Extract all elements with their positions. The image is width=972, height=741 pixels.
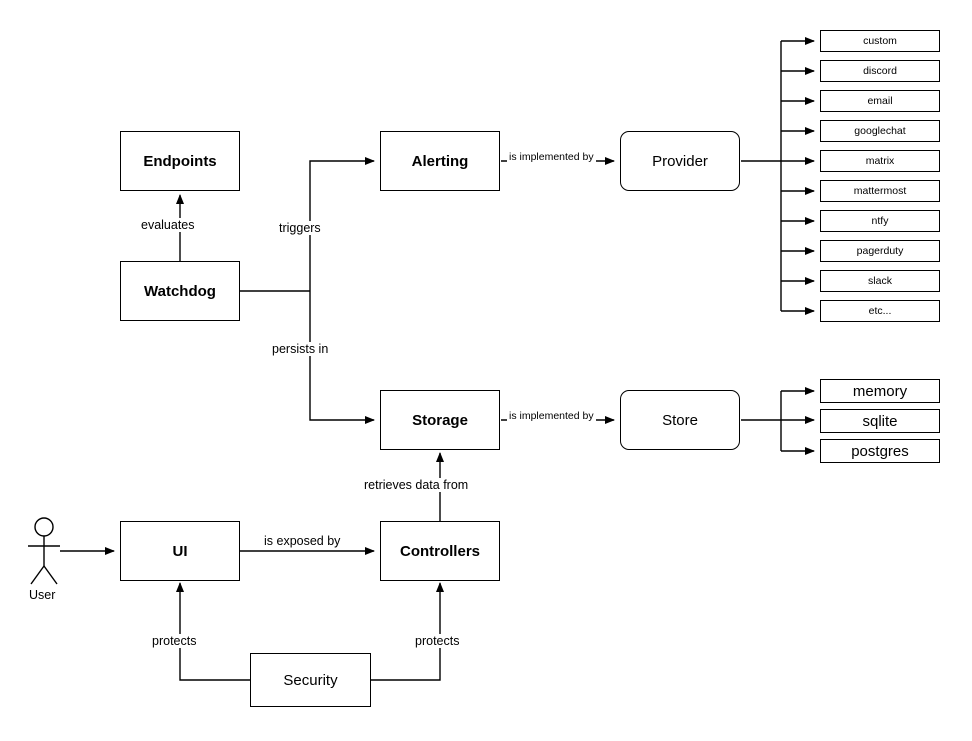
- node-security[interactable]: [250, 653, 371, 707]
- edge-label-protects-controllers-text: protects: [415, 634, 460, 648]
- leaf-provider-etc[interactable]: [820, 300, 940, 322]
- node-storage-label: Storage: [412, 411, 468, 429]
- node-alerting[interactable]: [380, 131, 500, 191]
- edge-label-protects-controllers: [413, 634, 461, 648]
- edge-label-is-exposed-by: [262, 534, 342, 548]
- leaf-provider-custom[interactable]: [820, 30, 940, 52]
- leaf-provider-pagerduty[interactable]: [820, 240, 940, 262]
- node-alerting-label: Alerting: [411, 152, 469, 170]
- leaf-provider-pagerduty-label: pagerduty: [856, 245, 904, 257]
- node-ui[interactable]: [120, 521, 240, 581]
- leaf-provider-custom-label: custom: [863, 35, 897, 47]
- edge-label-persists-in: [270, 342, 330, 356]
- leaf-provider-email[interactable]: [820, 90, 940, 112]
- node-provider-label: Provider: [652, 152, 708, 170]
- edge-label-storage-store: [507, 409, 596, 423]
- node-store-label: Store: [662, 411, 698, 429]
- node-endpoints-label: Endpoints: [143, 152, 217, 170]
- node-endpoints[interactable]: [120, 131, 240, 191]
- edge-label-triggers: [277, 221, 323, 235]
- edge-label-protects-ui: [150, 634, 198, 648]
- edge-label-evaluates-text: evaluates: [141, 218, 195, 232]
- edge-label-retrieves-data-from-text: retrieves data from: [364, 478, 469, 492]
- edge-label-evaluates: [139, 218, 197, 232]
- node-watchdog-label: Watchdog: [144, 282, 216, 300]
- leaf-store-memory[interactable]: [820, 379, 940, 403]
- node-store[interactable]: [620, 390, 740, 450]
- leaf-provider-mattermost[interactable]: [820, 180, 940, 202]
- leaf-provider-slack[interactable]: [820, 270, 940, 292]
- leaf-provider-discord-label: discord: [863, 65, 897, 77]
- leaf-provider-googlechat-label: googlechat: [854, 125, 906, 137]
- node-security-label: Security: [283, 671, 338, 689]
- edge-label-alerting-provider-text: is implemented by: [509, 151, 594, 163]
- leaf-store-sqlite[interactable]: [820, 409, 940, 433]
- leaf-provider-matrix-label: matrix: [865, 155, 895, 167]
- leaf-store-memory-label: memory: [852, 382, 908, 400]
- leaf-provider-discord[interactable]: [820, 60, 940, 82]
- leaf-store-postgres-label: postgres: [851, 442, 909, 460]
- actor-user-label-text: User: [29, 588, 56, 602]
- node-controllers-label: Controllers: [399, 542, 480, 560]
- leaf-provider-mattermost-label: mattermost: [853, 185, 907, 197]
- edge-label-alerting-provider: [507, 150, 596, 164]
- leaf-provider-etc-label: etc...: [868, 305, 892, 317]
- node-watchdog[interactable]: [120, 261, 240, 321]
- node-controllers[interactable]: [380, 521, 500, 581]
- leaf-provider-matrix[interactable]: [820, 150, 940, 172]
- edge-label-protects-ui-text: protects: [152, 634, 197, 648]
- node-storage[interactable]: [380, 390, 500, 450]
- actor-user-label: [29, 588, 55, 602]
- leaf-store-sqlite-label: sqlite: [862, 412, 898, 430]
- edge-label-triggers-text: triggers: [279, 221, 321, 235]
- leaf-provider-slack-label: slack: [868, 275, 892, 287]
- edge-label-storage-store-text: is implemented by: [509, 410, 594, 422]
- edge-label-retrieves-data-from: [362, 478, 470, 492]
- leaf-provider-email-label: email: [867, 95, 893, 107]
- leaf-store-postgres[interactable]: [820, 439, 940, 463]
- node-provider[interactable]: [620, 131, 740, 191]
- edge-label-is-exposed-by-text: is exposed by: [264, 534, 341, 548]
- node-ui-label: UI: [172, 542, 188, 560]
- edge-label-persists-in-text: persists in: [272, 342, 329, 356]
- leaf-provider-googlechat[interactable]: [820, 120, 940, 142]
- leaf-provider-ntfy[interactable]: [820, 210, 940, 232]
- leaf-provider-ntfy-label: ntfy: [871, 215, 889, 227]
